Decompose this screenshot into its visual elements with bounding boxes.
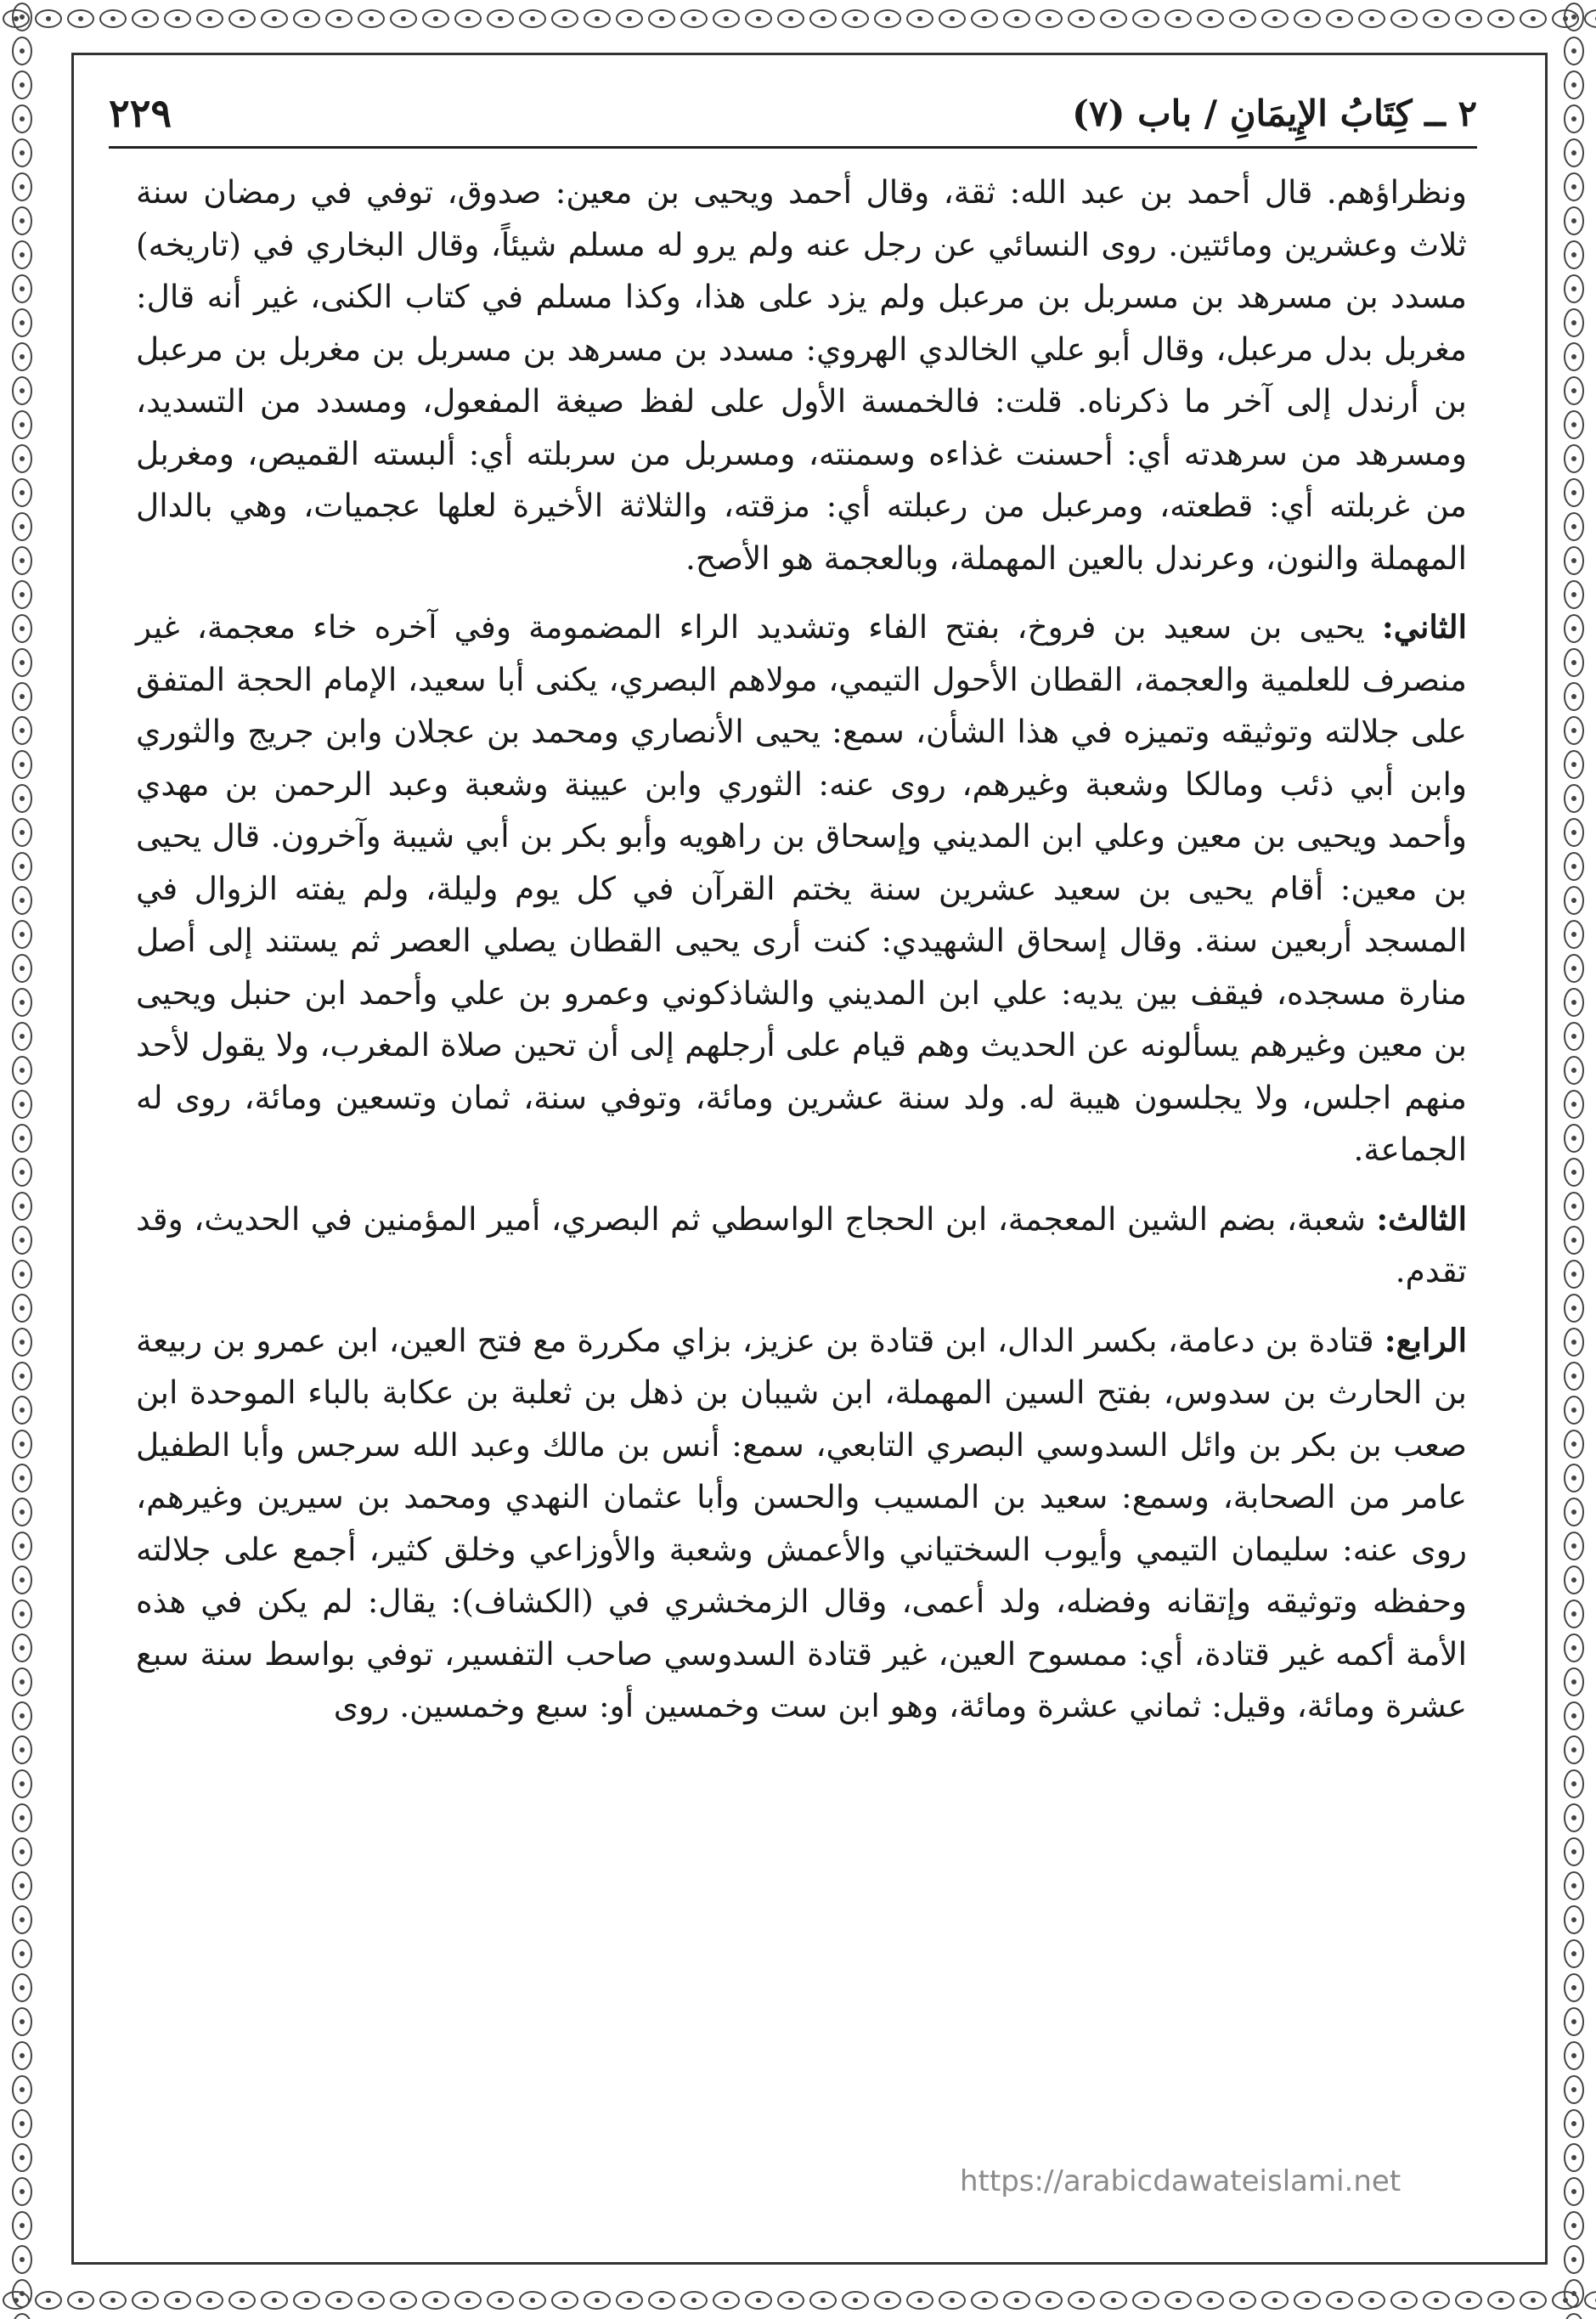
decorative-border-top	[0, 0, 1596, 37]
paragraph	[136, 1193, 1467, 1298]
paragraph-text: ونظراؤهم. قال أحمد بن عبد الله: ثقة، وقال أحمد ويحيى بن معين: صدوق، توفي في رمضان سنة ثلاث وعشرين ومائتين. روى النسائي عن رجل عنه ولم يرو له مسلم شيئاً، وقال البخاري في (تاريخه) مسدد بن مسرهد بن مسربل بن مرعبل ولم يزد على هذا، وكذا مسلم في كتاب الكنى، غير أنه قال: مغربل بدل مرعبل، وقال أبو علي الخالدي الهروي: مسدد بن مسرهد بن مسربل بن مغربل بن مرعبل بن أرندل إلى آخر ما ذكرناه. قلت: فالخمسة الأول على لفظ صيغة المفعول، ومسدد من التسديد، ومسرهد من سرهدته أي: أحسنت غذاءه وسمنته، ومسربل من سربلته أي: ألبسته القميص، ومغربل من غربلته أي: قطعته، ومرعبل من رعبلته أي: مزقته، والثلاثة الأخيرة لعلها عجميات، وهي بالدال المهملة والنون، وعرندل بالعين المهملة، وبالعجمة هو الأصح.	[136, 173, 1467, 577]
watermark-url: https://arabicdawateislami.net	[960, 2164, 1401, 2198]
running-title: ٢ ــ كِتَابُ الإِيمَانِ / باب (٧)	[1072, 92, 1477, 134]
page-number: ٢٢٩	[109, 90, 172, 136]
paragraph	[136, 601, 1467, 1176]
decorative-border-left	[0, 0, 44, 2319]
decorative-border-bottom	[0, 2282, 1596, 2319]
paragraph-lead: الثاني:	[1381, 608, 1467, 646]
paragraph	[136, 1315, 1467, 1733]
paragraph-text: يحيى بن سعيد بن فروخ، بفتح الفاء وتشديد الراء المضمومة وفي آخره خاء معجمة، غير منصرف للعلمية والعجمة، القطان الأحول التيمي، مولاهم البصري، يكنى أبا سعيد، الإمام الحجة المتفق على جلالته وتوثيقه وتميزه في هذا الشأن، سمع: يحيى الأنصاري ومحمد بن عجلان وابن جريج والثوري وابن أبي ذئب ومالكا وشعبة وغيرهم، روى عنه: الثوري وابن عيينة وشعبة وعبد الرحمن بن مهدي وأحمد ويحيى بن معين وعلي ابن المديني وإسحاق بن راهويه وأبو بكر بن أبي شيبة وآخرون. قال يحيى بن معين: أقام يحيى بن سعيد عشرين سنة يختم القرآن في كل يوم وليلة، ولم يفته الزوال في المسجد أربعين سنة. وقال إسحاق الشهيدي: كنت أرى يحيى القطان يصلي العصر ثم يستند إلى أصل منارة مسجده، فيقف بين يديه: علي ابن المديني والشاذكوني وعمرو بن علي وأحمد ابن حنبل ويحيى بن معين وغيرهم يسألونه عن الحديث وهم قيام على أرجلهم إلى أن تحين صلاة المغرب، ولا يقول لأحد منهم اجلس، ولا يجلسون هيبة له. ولد سنة عشرين ومائة، وتوفي سنة، ثمان وتسعين ومائة، روى له الجماعة.	[136, 608, 1467, 1168]
paragraph-text: قتادة بن دعامة، بكسر الدال، ابن قتادة بن عزيز، بزاي مكررة مع فتح العين، ابن عمرو بن ربيعة بن الحارث بن سدوس، بفتح السين المهملة، ابن شيبان بن ذهل بن ثعلبة بن عكابة بالباء الموحدة ابن صعب بن بكر بن وائل السدوسي البصري التابعي، سمع: أنس بن مالك وعبد الله سرجس وأبا الطفيل عامر من الصحابة، وسمع: سعيد بن المسيب والحسن وأبا عثمان النهدي ومحمد بن سيرين وغيرهم، روى عنه: سليمان التيمي وأيوب السختياني والأعمش وشعبة والأوزاعي وخلق كثير، أجمع على جلالته وحفظه وتوثيقه وإتقانه وفضله، ولد أعمى، وقال الزمخشري في (الكشاف): يقال: لم يكن في هذه الأمة أكمه غير قتادة، أي: ممسوح العين، غير قتادة السدوسي صاحب التفسير، توفي بواسط سنة سبع عشرة ومائة، وقيل: ثماني عشرة ومائة، وهو ابن ست وخمسين أو: سبع وخمسين. روى	[136, 1321, 1467, 1724]
paragraph	[136, 166, 1467, 584]
page-body	[136, 166, 1467, 1750]
paragraph-text: شعبة، بضم الشين المعجمة، ابن الحجاج الواسطي ثم البصري، أمير المؤمنين في الحديث، وقد تقدم.	[136, 1199, 1467, 1289]
decorative-border-right	[1552, 0, 1596, 2319]
header-divider	[109, 146, 1477, 149]
paragraph-lead: الرابع:	[1384, 1321, 1467, 1359]
page-header	[109, 85, 1477, 141]
paragraph-lead: الثالث:	[1376, 1199, 1467, 1238]
